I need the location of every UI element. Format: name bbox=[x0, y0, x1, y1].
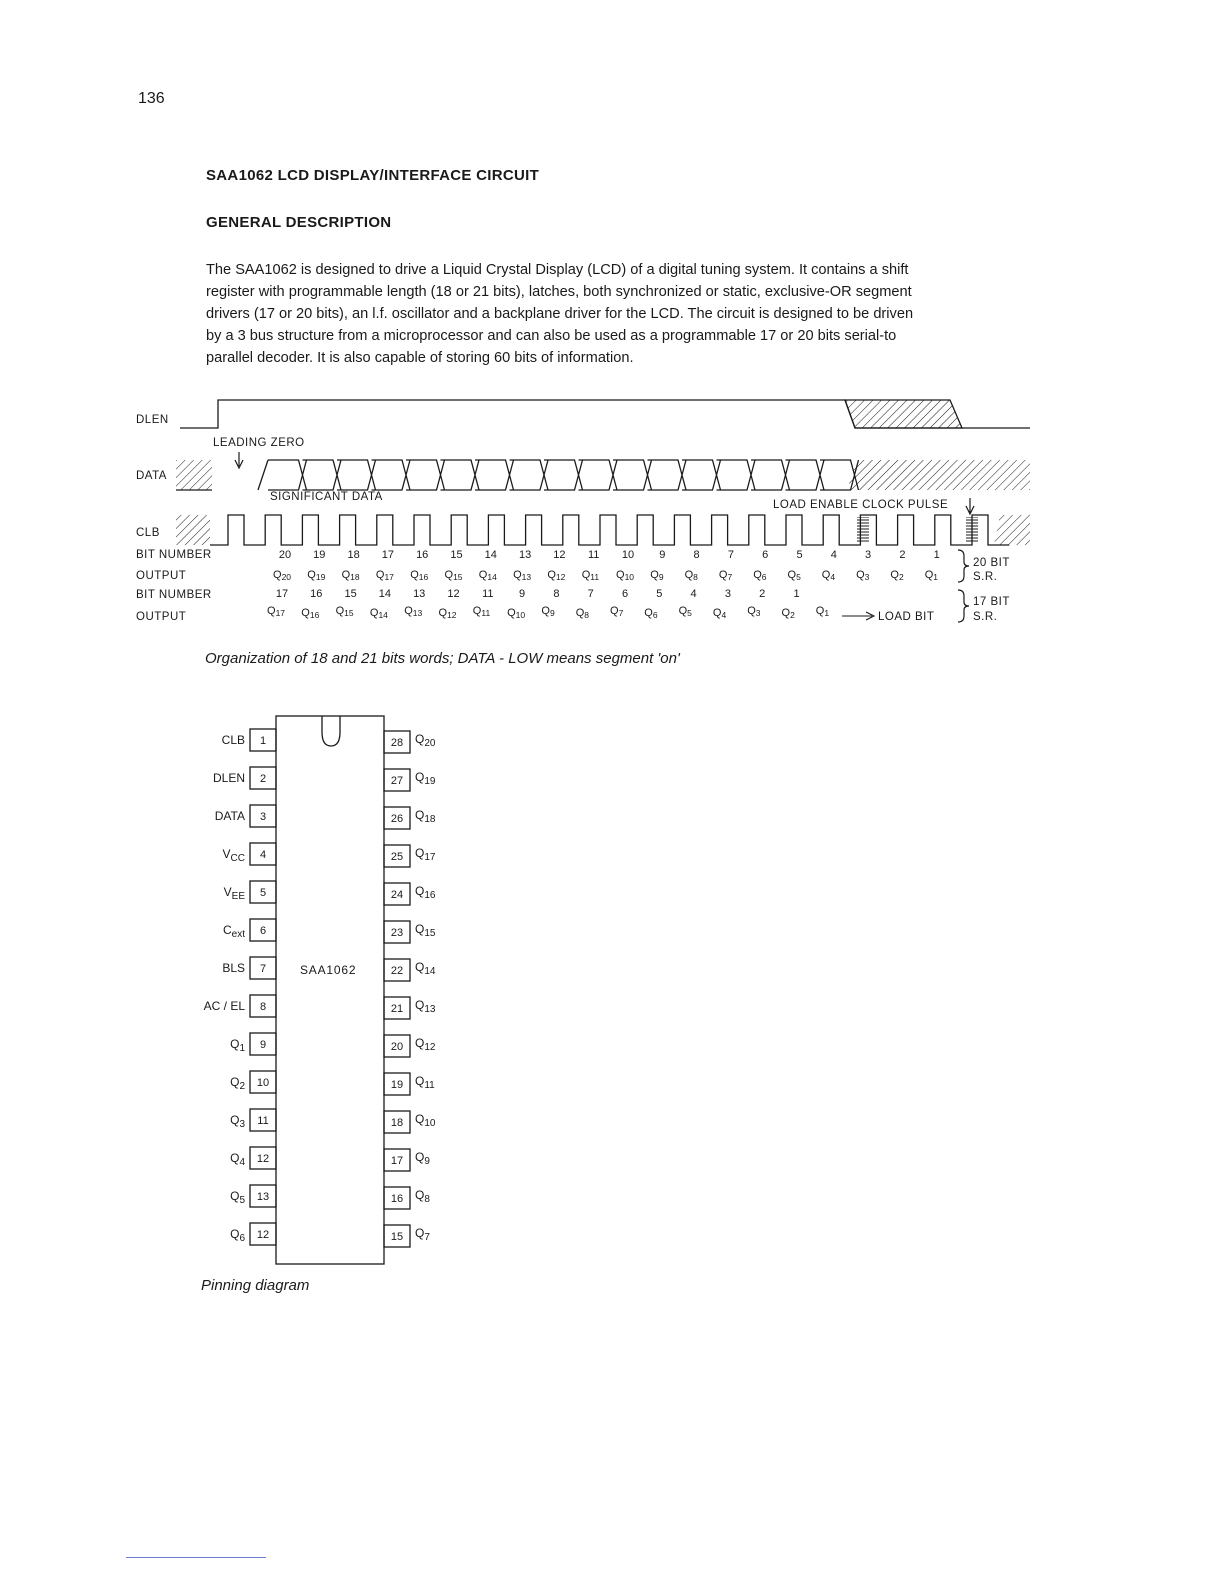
bit-number-label-1: BIT NUMBER bbox=[136, 549, 212, 561]
bit-number-17: 16 bbox=[310, 588, 323, 600]
data-label: DATA bbox=[136, 470, 167, 482]
bracket-20bit-line2: S.R. bbox=[973, 571, 998, 583]
bit-number-17: 7 bbox=[587, 588, 594, 600]
bit-number-20: 7 bbox=[727, 549, 734, 561]
load-pulse-marker bbox=[966, 517, 978, 543]
output-17: Q4 bbox=[712, 607, 727, 620]
right-pin-number: 26 bbox=[390, 813, 404, 825]
right-pin-number: 28 bbox=[390, 737, 404, 749]
data-bit-cell bbox=[268, 460, 307, 490]
section-heading: GENERAL DESCRIPTION bbox=[206, 214, 392, 231]
chip-name: SAA1062 bbox=[300, 963, 357, 977]
output-17: Q9 bbox=[541, 605, 555, 618]
timing-diagram bbox=[0, 0, 1224, 700]
left-pin-number: 9 bbox=[259, 1039, 267, 1051]
left-pin-label: CLB bbox=[221, 733, 245, 747]
output-17: Q6 bbox=[644, 607, 658, 620]
output-17: Q12 bbox=[438, 607, 457, 620]
output-20: Q10 bbox=[616, 569, 635, 582]
bit-number-17: 2 bbox=[759, 588, 766, 600]
clock-pulse-train bbox=[210, 515, 1009, 545]
bit-number-17: 17 bbox=[275, 588, 289, 600]
data-bit-cell bbox=[544, 460, 583, 490]
output-17: Q10 bbox=[507, 607, 526, 620]
bit-number-17: 13 bbox=[413, 588, 426, 600]
bit-number-20: 19 bbox=[313, 549, 326, 561]
bit-number-20: 5 bbox=[796, 549, 803, 561]
bit-number-17: 3 bbox=[724, 588, 731, 600]
bit-number-20: 3 bbox=[865, 549, 872, 561]
bit-number-20: 11 bbox=[587, 549, 600, 561]
left-pin-number: 6 bbox=[259, 925, 267, 937]
output-20: Q7 bbox=[718, 569, 733, 582]
bit-number-17: 4 bbox=[690, 588, 697, 600]
output-20: Q20 bbox=[273, 569, 292, 582]
output-label-1: OUTPUT bbox=[136, 570, 187, 582]
leading-zero-label: LEADING ZERO bbox=[213, 437, 305, 449]
data-bit-cell bbox=[613, 460, 652, 490]
right-pin-label: $Q_8$ bbox=[415, 1188, 430, 1205]
output-20: Q19 bbox=[307, 569, 326, 582]
left-pin-label: $Q_4$ bbox=[230, 1151, 245, 1168]
bit-number-20: 14 bbox=[484, 549, 497, 561]
bit-number-17: 12 bbox=[447, 588, 460, 600]
output-20: Q15 bbox=[444, 569, 463, 582]
left-pin-label: $Q_6$ bbox=[230, 1227, 245, 1244]
output-17: Q14 bbox=[369, 607, 388, 620]
output-17: Q15 bbox=[335, 605, 354, 618]
output-20: Q6 bbox=[753, 569, 767, 582]
left-pin-number: 4 bbox=[259, 849, 267, 861]
left-pin-number: 7 bbox=[259, 963, 267, 975]
output-17: Q13 bbox=[404, 605, 423, 618]
output-20: Q11 bbox=[581, 569, 600, 582]
bracket-17bit-line1: 17 BIT bbox=[973, 596, 1010, 608]
right-pin-label: $Q_{11}$ bbox=[415, 1074, 435, 1091]
right-pin-label: $Q_{17}$ bbox=[415, 846, 436, 863]
left-pin-label: DATA bbox=[214, 809, 245, 823]
output-17: Q5 bbox=[678, 605, 692, 618]
page-title: SAA1062 LCD DISPLAY/INTERFACE CIRCUIT bbox=[206, 167, 540, 184]
bit-number-17: 9 bbox=[519, 588, 526, 600]
data-bit-cell bbox=[751, 460, 790, 490]
output-20: Q1 bbox=[924, 569, 938, 582]
data-bit-cell bbox=[441, 460, 480, 490]
right-pin-label: $Q_{18}$ bbox=[415, 808, 436, 825]
data-bit-cell bbox=[372, 460, 411, 490]
bit-number-17: 8 bbox=[553, 588, 560, 600]
output-20: Q9 bbox=[650, 569, 664, 582]
output-20: Q16 bbox=[410, 569, 429, 582]
description-line: register with programmable length (18 or 21 bits), latches, both synchronized or static, exclusive-OR segment bbox=[206, 284, 912, 300]
leading-zero-arrow bbox=[235, 452, 243, 468]
data-bit-cell bbox=[406, 460, 445, 490]
data-bit-cell bbox=[648, 460, 687, 490]
bit-number-20: 15 bbox=[450, 549, 463, 561]
left-pin-label: $Q_1$ bbox=[230, 1037, 245, 1054]
right-pin-number: 24 bbox=[390, 889, 404, 901]
output-20: Q18 bbox=[341, 569, 360, 582]
load-enable-arrow bbox=[966, 498, 974, 514]
bit-number-20: 18 bbox=[347, 549, 360, 561]
left-pin-number: 11 bbox=[257, 1115, 269, 1127]
left-pin-number: 10 bbox=[256, 1077, 270, 1089]
left-pin-number: 8 bbox=[259, 1001, 267, 1013]
bit-number-20: 2 bbox=[899, 549, 906, 561]
output-20: Q3 bbox=[856, 569, 870, 582]
right-pin-label: $Q_9$ bbox=[415, 1150, 430, 1167]
right-pin-number: 17 bbox=[390, 1155, 404, 1167]
output-17: Q17 bbox=[267, 605, 286, 618]
bit-number-20: 13 bbox=[518, 549, 532, 561]
data-bit-cell bbox=[579, 460, 618, 490]
right-pin-label: $Q_{13}$ bbox=[415, 998, 436, 1015]
chip-body bbox=[276, 716, 384, 1264]
right-pin-label: $Q_{19}$ bbox=[415, 770, 436, 787]
left-pin-label: $V_{EE}$ bbox=[223, 885, 245, 902]
left-pin-label: $C_{ext}$ bbox=[222, 923, 245, 940]
left-pin-number: 12 bbox=[256, 1229, 270, 1241]
left-pin-number: 3 bbox=[259, 811, 267, 823]
bracket-20bit bbox=[958, 550, 969, 582]
right-pin-label: $Q_{14}$ bbox=[415, 960, 436, 977]
scan-artifact-line bbox=[126, 1557, 266, 1558]
bit-number-20: 9 bbox=[659, 549, 666, 561]
significant-data-label: SIGNIFICANT DATA bbox=[270, 491, 383, 503]
right-pin-number: 23 bbox=[390, 927, 404, 939]
right-pin-number: 20 bbox=[390, 1041, 404, 1053]
output-20: Q4 bbox=[821, 569, 836, 582]
bracket-17bit bbox=[958, 590, 969, 622]
right-pin-number: 15 bbox=[390, 1231, 404, 1243]
load-bit-label: LOAD BIT bbox=[878, 611, 935, 623]
output-17: Q3 bbox=[747, 605, 761, 618]
data-bit-cell bbox=[303, 460, 342, 490]
right-pin-label: $Q_{16}$ bbox=[415, 884, 436, 901]
right-pin-label: $Q_{10}$ bbox=[415, 1112, 436, 1129]
pinning-caption: Pinning diagram bbox=[201, 1277, 310, 1294]
description-line: The SAA1062 is designed to drive a Liquid Crystal Display (LCD) of a digital tuning system. It contains a shift bbox=[206, 262, 909, 278]
right-pin-number: 27 bbox=[390, 775, 404, 787]
right-pin-label: $Q_{12}$ bbox=[415, 1036, 436, 1053]
load-bit-arrow bbox=[842, 612, 874, 620]
bracket-20bit-line1: 20 BIT bbox=[973, 557, 1010, 569]
left-pin-number: 1 bbox=[259, 735, 267, 747]
data-bit-cell bbox=[475, 460, 514, 490]
left-pin-label: DLEN bbox=[212, 771, 245, 785]
right-pin-label: $Q_{15}$ bbox=[415, 922, 436, 939]
output-20: Q5 bbox=[787, 569, 801, 582]
output-17: Q7 bbox=[610, 605, 624, 618]
output-20: Q17 bbox=[375, 569, 394, 582]
output-20: Q2 bbox=[890, 569, 904, 582]
load-enable-label: LOAD ENABLE CLOCK PULSE bbox=[773, 499, 949, 511]
clb-waveform bbox=[176, 515, 1030, 545]
output-17: Q16 bbox=[301, 607, 320, 620]
left-pin-label: $Q_3$ bbox=[230, 1113, 245, 1130]
bit-number-20: 4 bbox=[830, 549, 837, 561]
bracket-17bit-line2: S.R. bbox=[973, 611, 998, 623]
data-bit-cell bbox=[682, 460, 721, 490]
right-pin-number: 21 bbox=[390, 1003, 404, 1015]
output-17: Q2 bbox=[781, 607, 795, 620]
bit-number-20: 8 bbox=[693, 549, 700, 561]
clb-label: CLB bbox=[136, 527, 160, 539]
description-line: by a 3 bus structure from a microprocessor and can also be used as a programmable 17 or 20 bits serial-to bbox=[206, 328, 897, 344]
bit-number-17: 6 bbox=[621, 588, 629, 600]
bit-number-20: 12 bbox=[553, 549, 566, 561]
bit-number-20: 17 bbox=[381, 549, 395, 561]
pinning-diagram bbox=[0, 700, 1224, 1320]
left-pin-number: 13 bbox=[256, 1191, 270, 1203]
right-pin-label: $Q_{20}$ bbox=[415, 732, 436, 749]
output-label-2: OUTPUT bbox=[136, 611, 187, 623]
right-pin-number: 18 bbox=[390, 1117, 404, 1129]
timing-caption: Organization of 18 and 21 bits words; DATA - LOW means segment 'on' bbox=[205, 650, 680, 667]
right-pin-number: 16 bbox=[390, 1193, 404, 1205]
data-bit-cell bbox=[510, 460, 549, 490]
bit-number-17: 14 bbox=[378, 588, 392, 600]
left-pin-label: BLS bbox=[222, 961, 245, 975]
data-bit-cell bbox=[786, 460, 825, 490]
left-pin-number: 2 bbox=[259, 773, 267, 785]
left-pin-number: 5 bbox=[259, 887, 267, 899]
output-17: Q11 bbox=[472, 605, 491, 618]
chip-notch bbox=[322, 716, 340, 746]
output-20: Q12 bbox=[547, 569, 566, 582]
left-pin-number: 12 bbox=[256, 1153, 270, 1165]
bit-number-17: 11 bbox=[482, 588, 494, 600]
bit-number-20: 6 bbox=[762, 549, 769, 561]
left-pin-label: AC / EL bbox=[203, 999, 245, 1013]
bit-number-17: 15 bbox=[344, 588, 357, 600]
description-line: parallel decoder. It is also capable of storing 60 bits of information. bbox=[206, 350, 634, 366]
output-17: Q8 bbox=[575, 607, 589, 620]
dlen-waveform bbox=[180, 400, 1030, 428]
left-pin-label: $Q_5$ bbox=[230, 1189, 245, 1206]
bit-number-label-2: BIT NUMBER bbox=[136, 589, 212, 601]
dlen-label: DLEN bbox=[136, 414, 169, 426]
right-pin-number: 25 bbox=[390, 851, 404, 863]
right-pin-number: 22 bbox=[390, 965, 404, 977]
bit-number-17: 5 bbox=[656, 588, 663, 600]
left-pin-label: $Q_2$ bbox=[230, 1075, 245, 1092]
data-waveform bbox=[176, 460, 1030, 490]
description-line: drivers (17 or 20 bits), an l.f. oscillator and a backplane driver for the LCD. The circuit is designed to be driven bbox=[206, 306, 914, 322]
data-bit-cell bbox=[717, 460, 756, 490]
bit-number-20: 1 bbox=[933, 549, 940, 561]
output-17: Q1 bbox=[815, 605, 830, 618]
load-pulse-marker bbox=[857, 517, 869, 543]
bit-number-20: 10 bbox=[621, 549, 635, 561]
right-pin-number: 19 bbox=[390, 1079, 404, 1091]
bit-number-17: 1 bbox=[793, 588, 800, 600]
output-20: Q14 bbox=[478, 569, 497, 582]
left-pin-label: $V_{CC}$ bbox=[222, 847, 245, 864]
data-bit-cell bbox=[337, 460, 376, 490]
right-pin-label: $Q_7$ bbox=[415, 1226, 430, 1243]
output-20: Q13 bbox=[513, 569, 532, 582]
bit-number-20: 20 bbox=[278, 549, 292, 561]
bit-number-20: 16 bbox=[416, 549, 429, 561]
output-20: Q8 bbox=[684, 569, 698, 582]
page-number: 136 bbox=[138, 90, 165, 107]
